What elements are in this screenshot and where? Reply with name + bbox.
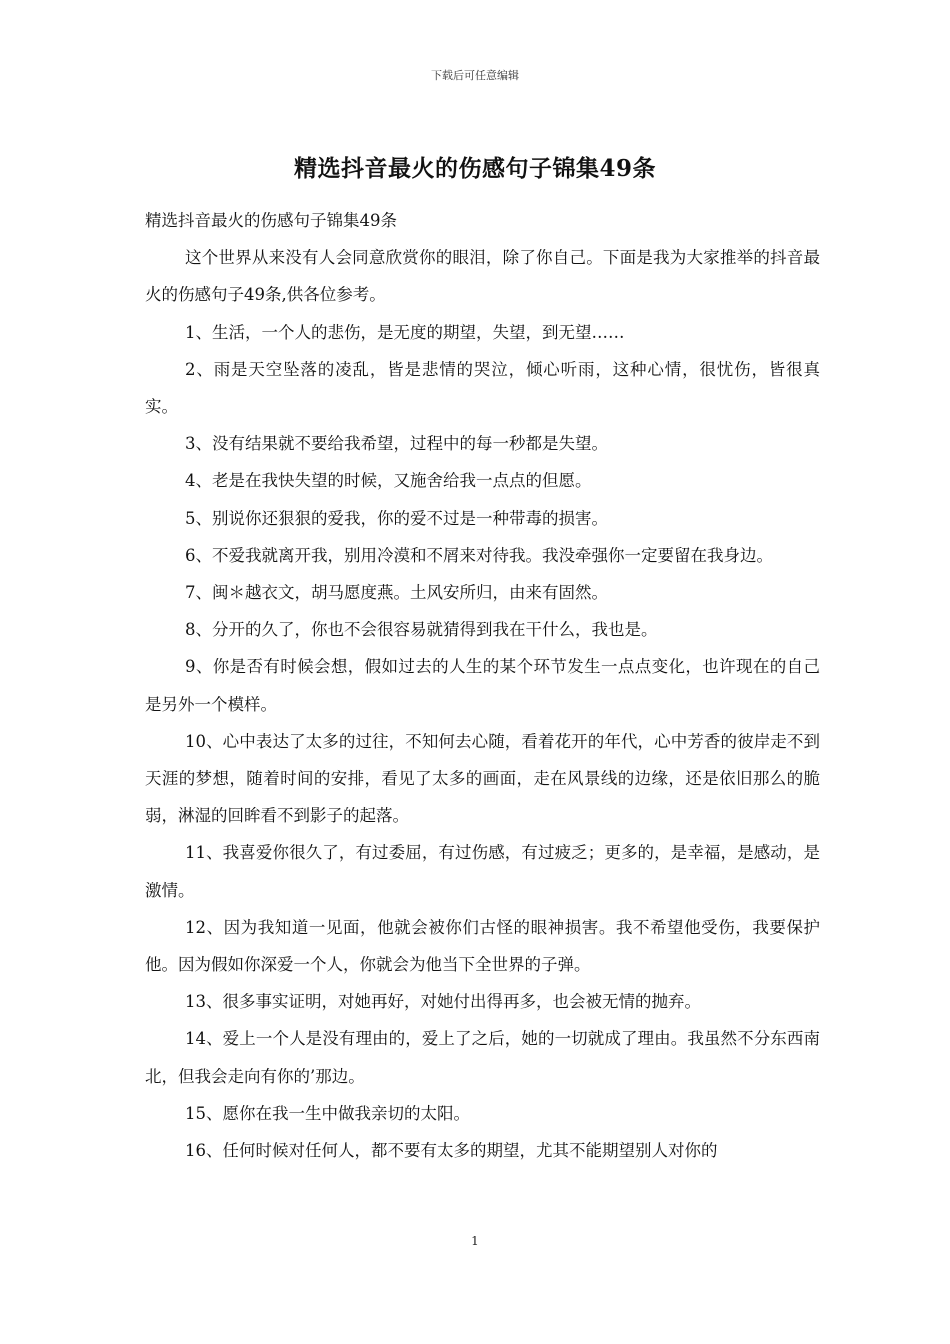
list-item: 10、心中表达了太多的过往，不知何去心随，看着花开的年代，心中芳香的彼岸走不到天涯的梦想，随着时间的安排，看见了太多的画面，走在风景线的边缘，还是依旧那么的脆弱，淋湿的回眸看不到影子的起落。: [145, 731, 820, 826]
document-title: 精选抖音最火的伤感句子锦集49条: [293, 155, 656, 182]
list-item: 13、很多事实证明，对她再好，对她付出得再多，也会被无情的抛弃。: [185, 992, 701, 1012]
header-note: 下载后可任意编辑: [431, 69, 519, 82]
list-item: 8、分开的久了，你也不会很容易就猜得到我在干什么，我也是。: [185, 620, 658, 640]
list-item: 7、闽＊越衣文，胡马愿度燕。土风安所归，由来有固然。: [185, 583, 608, 603]
list-item: 11、我喜爱你很久了，有过委屈，有过伤感，有过疲乏；更多的，是幸福，是感动，是激情。: [145, 843, 820, 900]
list-item: 4、老是在我快失望的时候，又施舍给我一点点的但愿。: [185, 471, 592, 491]
list-item: 9、你是否有时候会想，假如过去的人生的某个环节发生一点点变化，也许现在的自己是另外一个模样。: [145, 657, 820, 714]
page-number: 1: [471, 1234, 479, 1248]
list-item: 15、愿你在我一生中做我亲切的太阳。: [185, 1103, 470, 1123]
subtitle: 精选抖音最火的伤感句子锦集49条: [145, 211, 397, 230]
list-item: 3、没有结果就不要给我希望，过程中的每一秒都是失望。: [185, 434, 608, 454]
list-item: 5、别说你还狠狠的爱我，你的爱不过是一种带毒的损害。: [185, 508, 608, 528]
list-item: 1、生活，一个人的悲伤，是无度的期望，失望，到无望……: [185, 322, 625, 342]
list-item: 12、因为我知道一见面，他就会被你们古怪的眼神损害。我不希望他受伤，我要保护他。因为假如你深爱一个人，你就会为他当下全世界的子弹。: [145, 917, 820, 975]
list-item: 16、任何时候对任何人，都不要有太多的期望，尤其不能期望别人对你的: [185, 1141, 718, 1161]
document-body: [145, 202, 820, 1169]
intro-paragraph: 这个世界从来没有人会同意欣赏你的眼泪，除了你自己。下面是我为大家推举的抖音最火的伤感句子49条,供各位参考。: [145, 248, 820, 305]
list-item: 2、雨是天空坠落的凌乱，皆是悲情的哭泣，倾心听雨，这种心情，很忧伤，皆很真实。: [145, 359, 820, 417]
list-item: 6、不爱我就离开我，别用冷漠和不屑来对待我。我没牵强你一定要留在我身边。: [185, 545, 773, 565]
list-item: 14、爱上一个人是没有理由的，爱上了之后，她的一切就成了理由。我虽然不分东西南北，但我会走向有你的’那边。: [145, 1029, 820, 1086]
